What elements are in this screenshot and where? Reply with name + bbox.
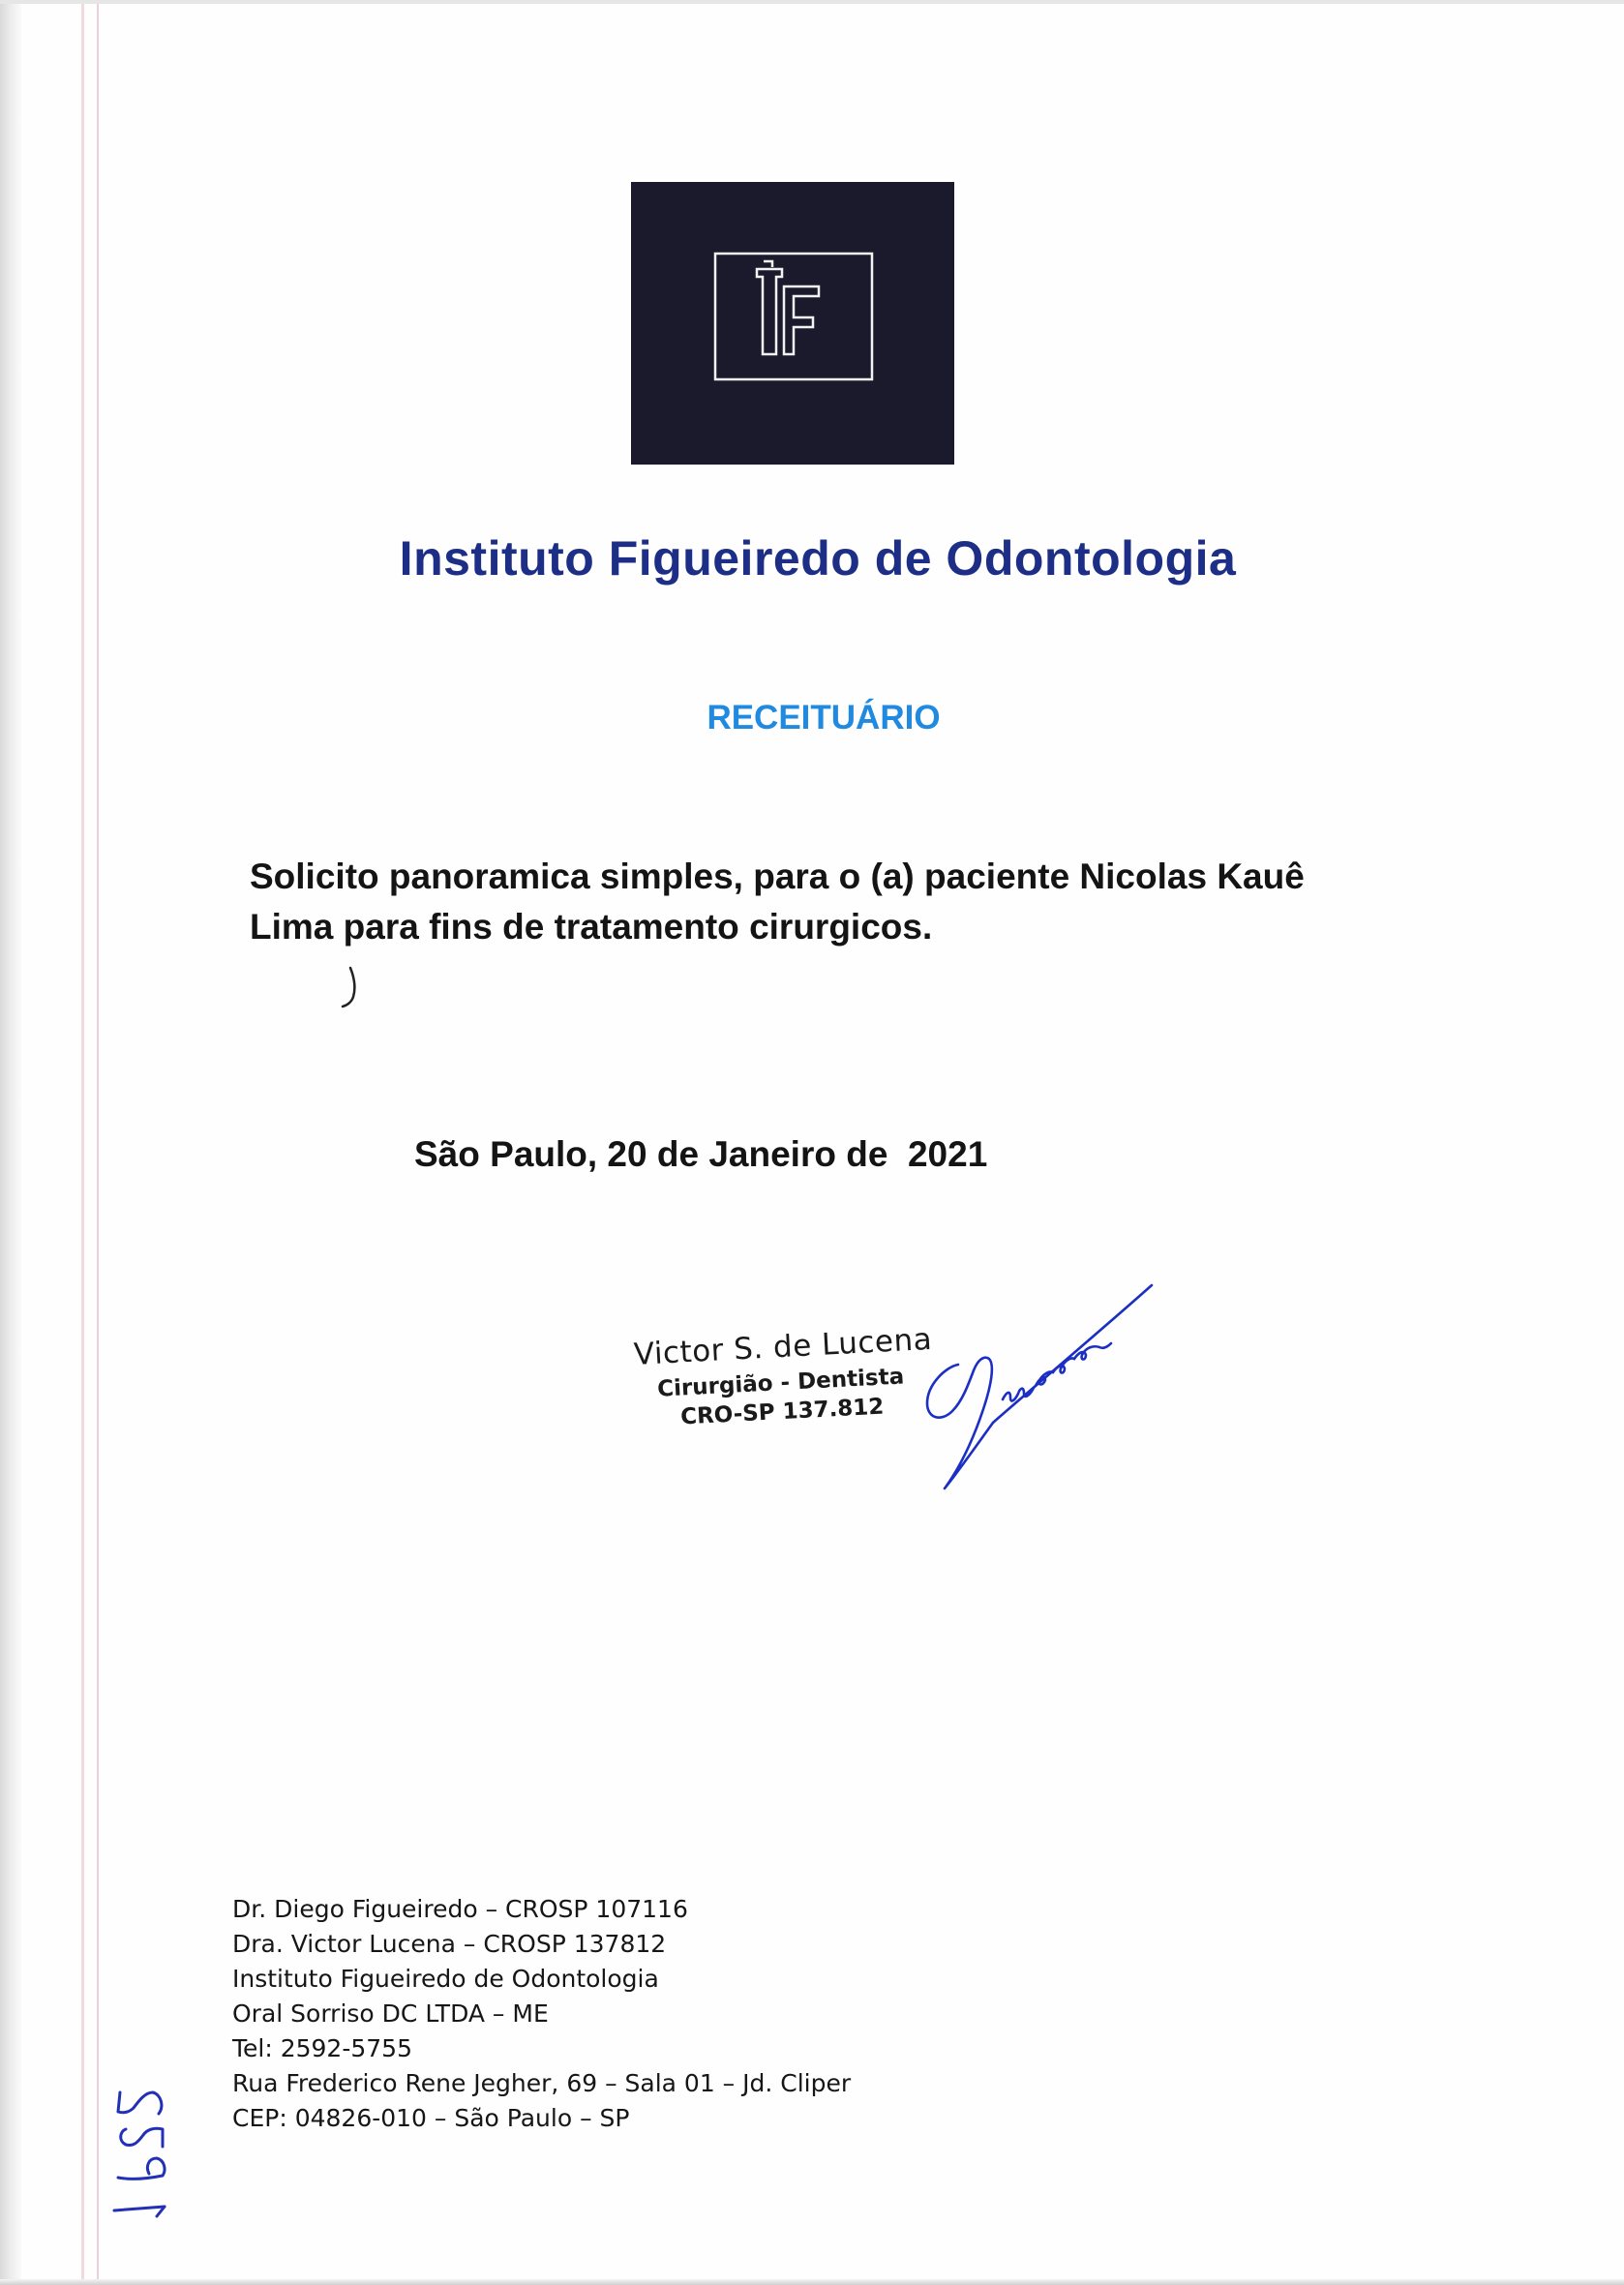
footer-line: Rua Frederico Rene Jegher, 69 – Sala 01 – Jd. Cliper [232,2069,852,2097]
scan-bottom-edge [0,2279,1624,2285]
stamp-name: Victor S. de Lucena [633,1321,933,1372]
handwritten-number [105,2032,182,2226]
footer-contact-block [232,1892,851,2136]
date-location: São Paulo, 20 de Janeiro de 2021 [414,1134,988,1174]
scan-left-edge [0,0,21,2285]
dentist-stamp [633,1321,933,1432]
pen-mark-icon [337,964,366,1012]
prescription-line: Solicito panoramica simples, para o (a) paciente Nicolas Kauê [250,857,1305,896]
footer-line: Dr. Diego Figueiredo – CROSP 107116 [232,1895,688,1923]
footer-line: Oral Sorriso DC LTDA – ME [232,1999,549,2028]
institute-logo [631,182,954,465]
footer-line: CEP: 04826-010 – São Paulo – SP [232,2104,630,2132]
scan-top-edge [0,0,1624,4]
scan-binding-line [81,0,84,2285]
institution-title: Instituto Figueiredo de Odontologia [399,531,1237,586]
footer-line: Tel: 2592-5755 [232,2034,412,2062]
footer-line: Instituto Figueiredo de Odontologia [232,1965,659,1993]
footer-line: Dra. Victor Lucena – CROSP 137812 [232,1930,667,1958]
stamp-role: Cirurgião - Dentista [656,1364,905,1402]
prescription-line: Lima para fins de tratamento cirurgicos. [250,907,933,947]
handwritten-signature [910,1278,1161,1500]
scan-binding-line [97,0,99,2285]
document-type-heading: RECEITUÁRIO [707,699,941,737]
if-monogram-icon [631,182,954,465]
prescription-body [250,852,1411,952]
stamp-registration: CRO-SP 137.812 [679,1394,885,1430]
